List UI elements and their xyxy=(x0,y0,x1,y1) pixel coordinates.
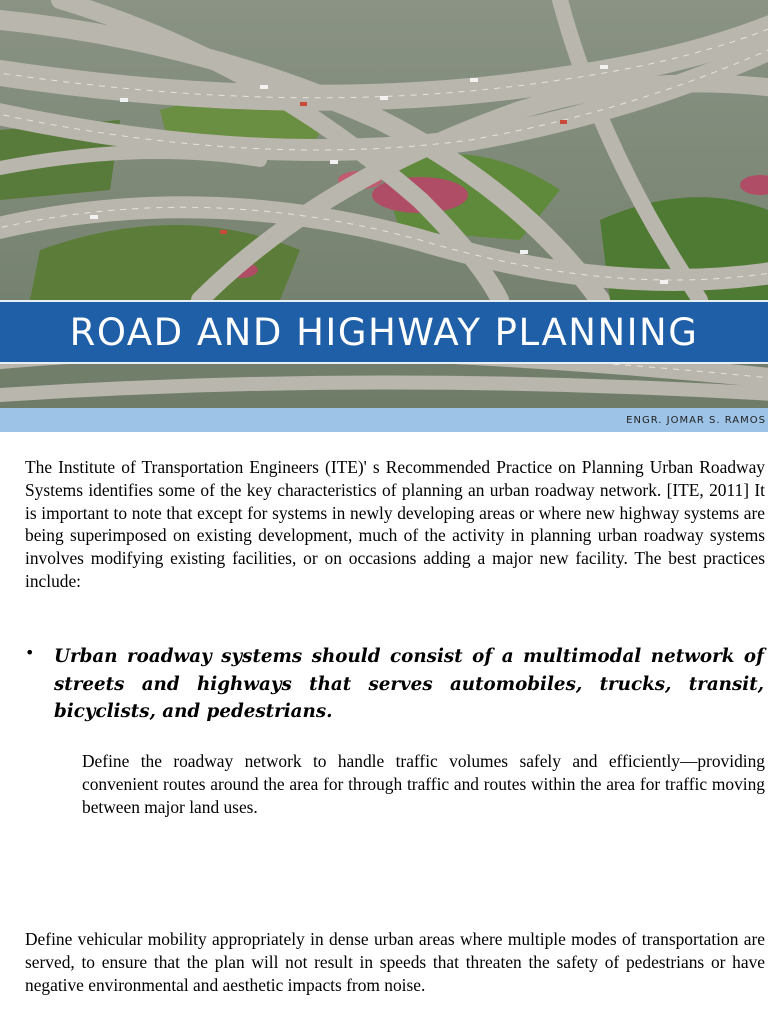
intro-paragraph: The Institute of Transportation Engineers (ITE)' s Recommended Practice on Planning Urban Roadway Systems identifies some of the key characteristics of planning an urban roadway network. [ITE, 2011] It is important to note that except for systems in newly developing areas or where new highway systems are being superimposed on existing development, much of the activity in planning urban roadway systems involves modifying existing facilities, or on occasions adding a major new facility. The best practices include: xyxy=(25,457,765,591)
bullet-text: Urban roadway systems should consist of a multimodal network of streets and highways that serves automobiles, trucks, transit, bicyclists, and pedestrians. xyxy=(54,646,764,722)
author-band xyxy=(0,408,768,432)
define-mobility-paragraph: Define vehicular mobility appropriately in dense urban areas where multiple modes of transportation are served, to ensure that the plan will not result in speeds that threaten the safety of pedestrians or have negative environmental and aesthetic impacts from noise. xyxy=(25,929,765,995)
define-network-paragraph: Define the roadway network to handle traffic volumes safely and efficiently—providing convenient routes around the area for through traffic and routes within the area for traffic moving between major land uses. xyxy=(82,751,765,817)
title-band xyxy=(0,300,768,364)
highway-interchange-photo xyxy=(0,0,768,408)
best-practice-bullet xyxy=(25,643,765,726)
page-title: ROAD AND HIGHWAY PLANNING xyxy=(69,310,699,354)
author-name: ENGR. JOMAR S. RAMOS xyxy=(626,415,766,426)
bullet-icon: • xyxy=(25,643,35,662)
